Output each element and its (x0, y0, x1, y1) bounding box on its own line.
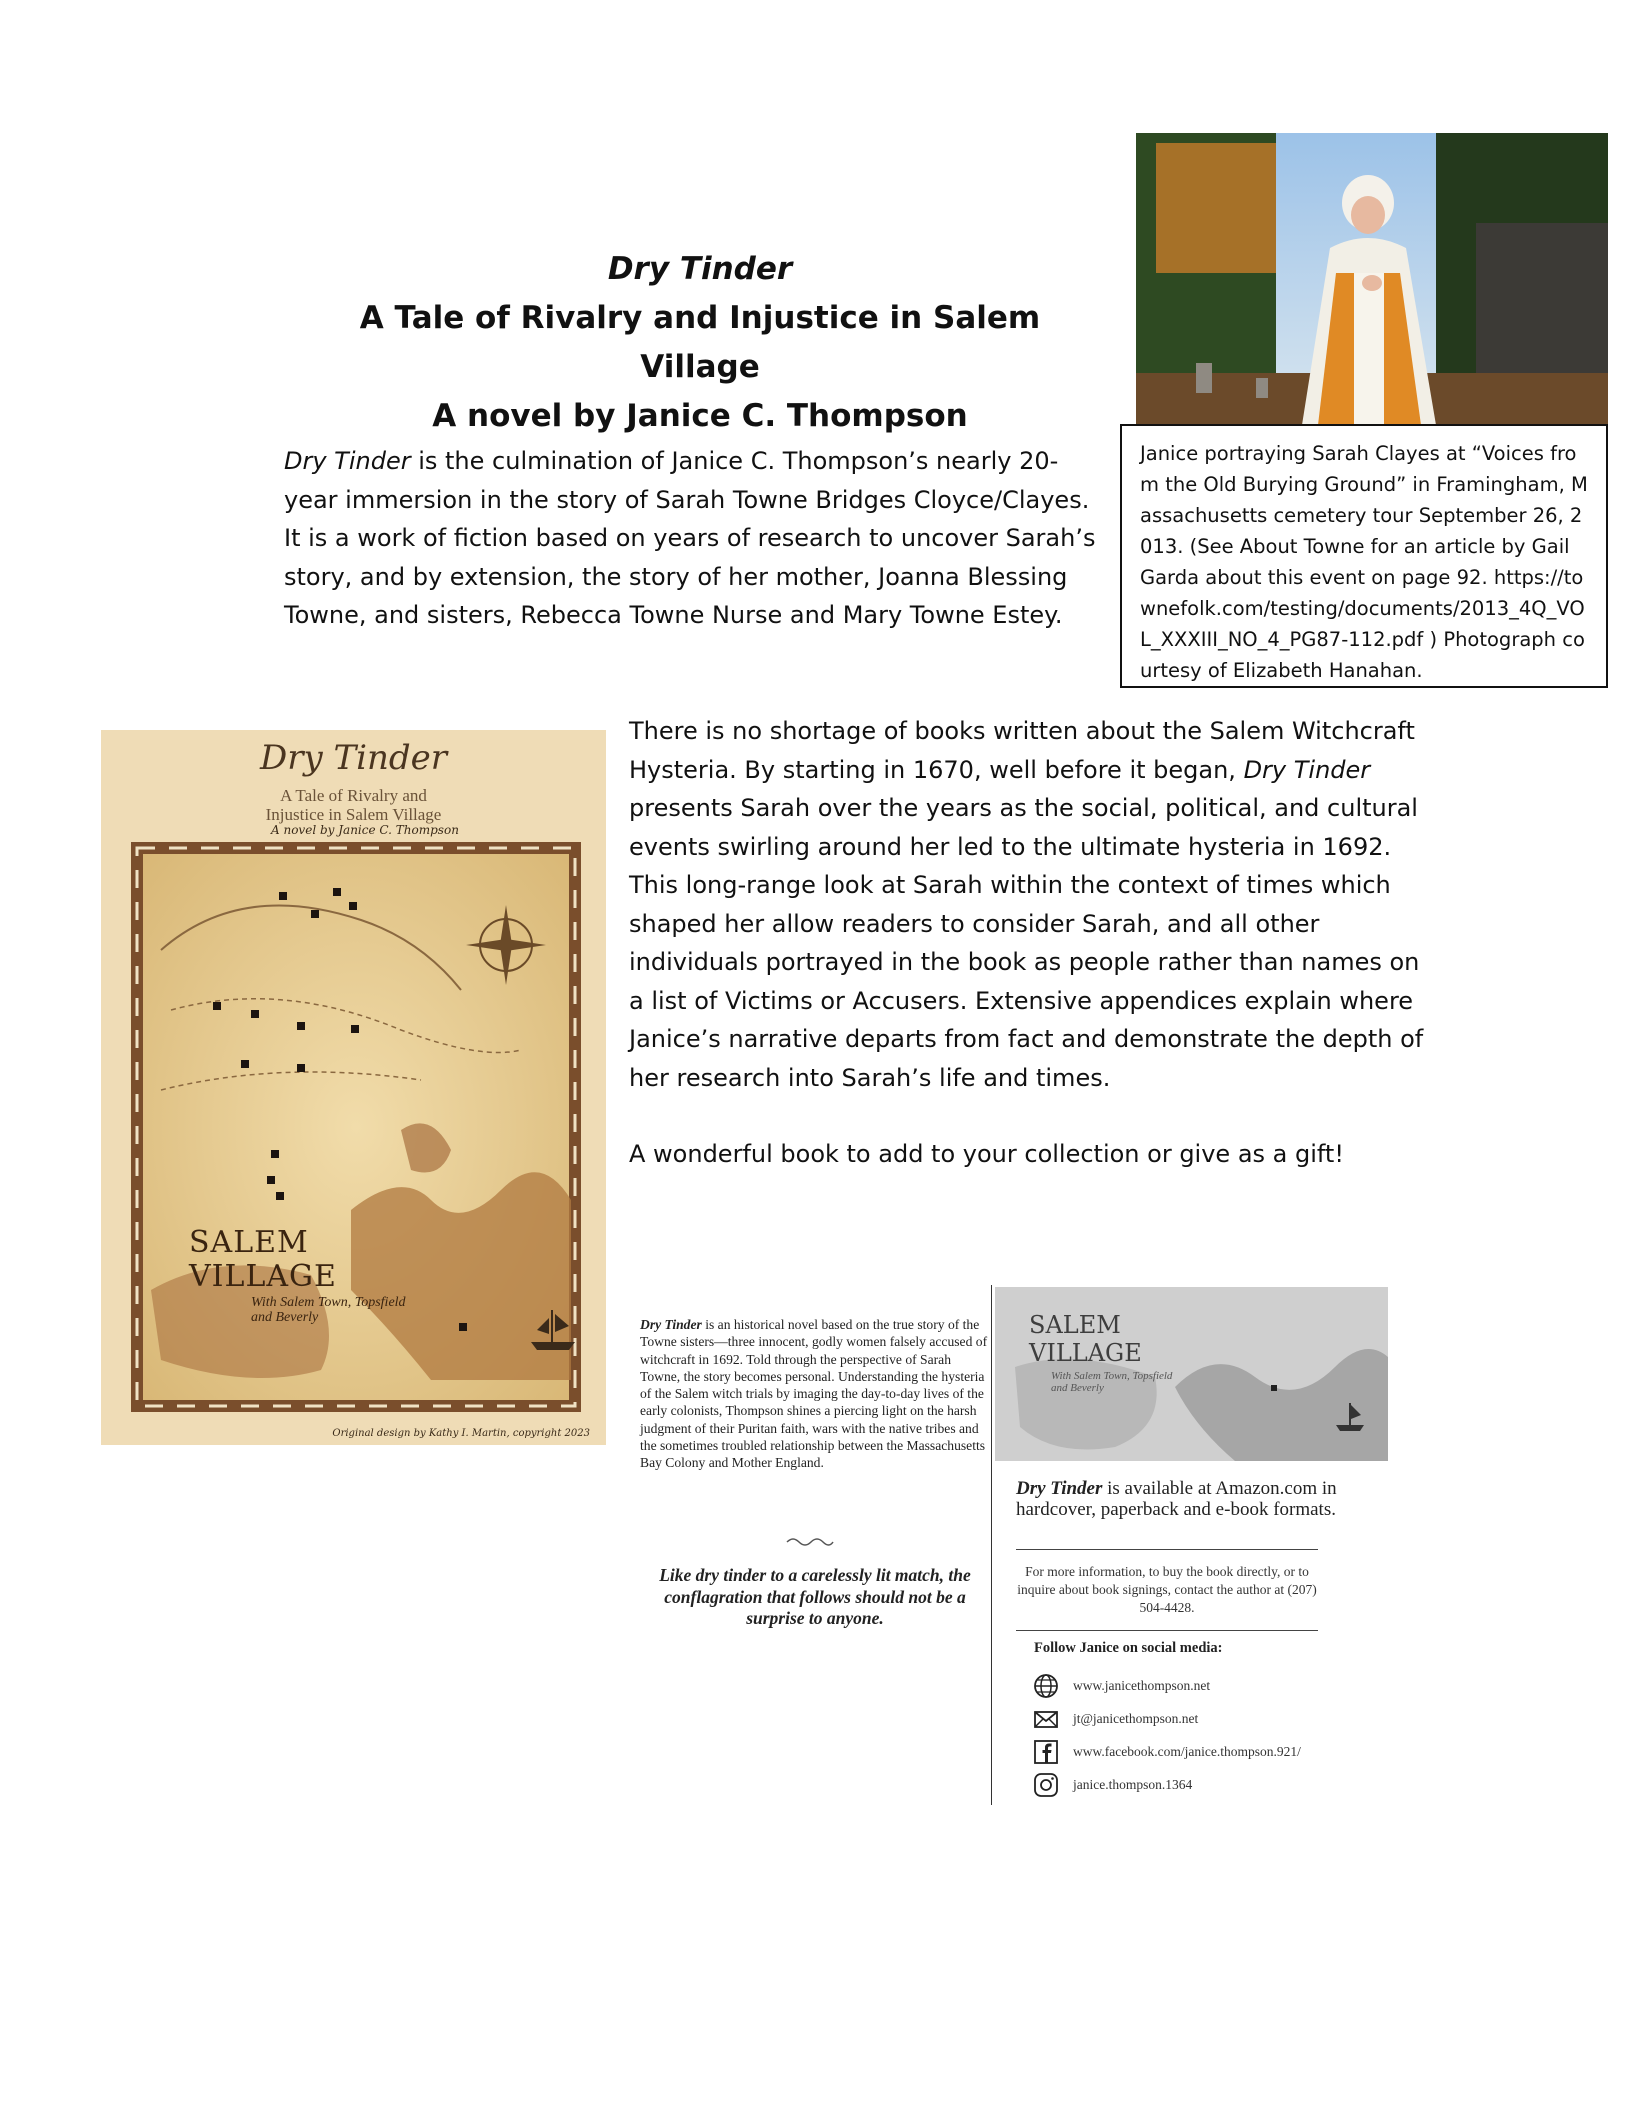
book-byline: A novel by Janice C. Thompson (432, 398, 968, 434)
availability-body: is available at Amazon.com in hardcover, paperback and e-book formats. (1016, 1478, 1337, 1520)
description-text: presents Sarah over the years as the social, political, and cultural events swirling around her led to the ultimate hysteria in 1692. This long-range look at Sarah within the context of times which shaped her allow readers to consider Sarah, and all other individuals portrayed in the book as people rather than names on a list of Victims or Accusers. Extensive appendices explain where Janice’s narrative departs from fact and demonstrate the depth of her research into Sarah’s life and times. (629, 794, 1424, 1092)
description-paragraph (629, 712, 1429, 1097)
cover-subtitle-line: Injustice in Salem Village (265, 805, 442, 824)
flyer-blurb (640, 1316, 990, 1472)
social-link-facebook[interactable] (1032, 1738, 1392, 1766)
book-title: Dry Tinder (607, 251, 793, 287)
contact-info: For more information, to buy the book directly, or to inquire about book signings, contact the author at (207) 504-4428. (1017, 1564, 1317, 1615)
description (629, 712, 1429, 1174)
cover-map-subtitle-line: With Salem Town, Topsfield (251, 1295, 406, 1310)
divider (1016, 1630, 1318, 1631)
social-link-label: www.facebook.com/janice.thompson.921/ (1073, 1744, 1301, 1759)
cover-credit: Original design by Kathy I. Martin, copyright 2023 (332, 1428, 590, 1439)
cover-author: A novel by Janice C. Thompson (271, 823, 459, 837)
flyer-blurb-text: is an historical novel based on the true story of the Towne sisters—three innocent, godly women falsely accused of witchcraft in 1692. Told through the perspective of Sarah Towne, the story becomes personal. Understanding the hysteria of the Salem witch trials by imaging the day-to-day lives of the early colonists, Thompson shines a piercing light on the harsh judgment of their Puritan faith, wars with the native tribes and the sometimes troubled relationship between the Massachusetts Bay Colony and Mother England. (640, 1317, 988, 1471)
caption-credit: Photograph courtesy of Elizabeth Hanahan. (1140, 628, 1585, 682)
title-block (300, 245, 1100, 441)
intro-text: is the culmination of Janice C. Thompson’s nearly 20-year immersion in the story of Sarah Towne Bridges Cloyce/Clayes. It is a work of fiction based on years of research to uncover Sarah’s story, and by extension, the story of her mother, Joanna Blessing Towne, and sisters, Rebecca Towne Nurse and Mary Towne Estey. (284, 447, 1096, 629)
flyer-map-title (1029, 1311, 1142, 1367)
photo-caption (1120, 424, 1608, 688)
cover-map-title (189, 1226, 337, 1294)
flyer-divider (991, 1285, 992, 1805)
cover-map-subtitle (251, 1295, 406, 1325)
flyer-map-subtitle-line: and Beverly (1051, 1382, 1104, 1394)
book-subtitle: A Tale of Rivalry and Injustice in Salem Village (359, 300, 1041, 385)
follow-heading: Follow Janice on social media: (1034, 1640, 1223, 1656)
availability-text (1016, 1478, 1376, 1520)
facebook-icon (1032, 1738, 1060, 1766)
social-link-email[interactable] (1032, 1705, 1392, 1733)
cover-map-subtitle-line: and Beverly (251, 1310, 319, 1325)
cover-title: Dry Tinder (259, 738, 448, 778)
caption-url[interactable]: https://townefolk.com/testing/documents/2013_4Q_VOL_XXXIII_NO_4_PG87-112.pdf ) (1140, 566, 1585, 651)
social-link-website[interactable] (1032, 1672, 1392, 1700)
flyer-blurb-title: Dry Tinder (640, 1317, 702, 1332)
social-link-label: janice.thompson.1364 (1073, 1777, 1193, 1792)
cover-subtitle-line: A Tale of Rivalry and (280, 786, 427, 805)
cover-map-title-line: VILLAGE (189, 1259, 337, 1294)
caption-text: Janice portraying Sarah Clayes at “Voices from the Old Burying Ground” in Framingham, Massachusetts cemetery tour September 26, 2013. (See About Towne for an article by Gail Garda about this event on page 92. (1140, 442, 1588, 589)
social-link-instagram[interactable] (1032, 1771, 1392, 1799)
closing-line: A wonderful book to add to your collection or give as a gift! (629, 1140, 1344, 1168)
description-book-name: Dry Tinder (1243, 755, 1371, 784)
book-cover (101, 730, 606, 1445)
mail-icon (1032, 1705, 1060, 1733)
instagram-icon (1032, 1771, 1060, 1799)
swirl-ornament-icon (785, 1534, 835, 1548)
globe-icon (1032, 1672, 1060, 1700)
divider (1016, 1549, 1318, 1550)
description-text: There is no shortage of books written about the Salem Witchcraft Hysteria. By starting in 1670, well before it began, (629, 717, 1415, 784)
flyer-quote: Like dry tinder to a carelessly lit match, the conflagration that follows should not be a surprise to anyone. (659, 1565, 971, 1628)
flyer-map-title-line: SALEM (1029, 1311, 1121, 1339)
flyer-map-image (995, 1287, 1388, 1461)
cover-subtitle (101, 786, 606, 824)
intro-paragraph (284, 442, 1104, 635)
author-photo (1136, 133, 1608, 425)
flyer-map-subtitle (1051, 1370, 1172, 1394)
flyer-map-subtitle-line: With Salem Town, Topsfield (1051, 1370, 1173, 1382)
intro-book-name: Dry Tinder (284, 447, 411, 475)
flyer-map-title-line: VILLAGE (1029, 1339, 1142, 1367)
availability-title: Dry Tinder (1016, 1478, 1103, 1499)
cover-map-title-line: SALEM (189, 1225, 309, 1260)
social-link-label: www.janicethompson.net (1073, 1678, 1211, 1693)
social-link-label: jt@janicethompson.net (1073, 1711, 1199, 1726)
